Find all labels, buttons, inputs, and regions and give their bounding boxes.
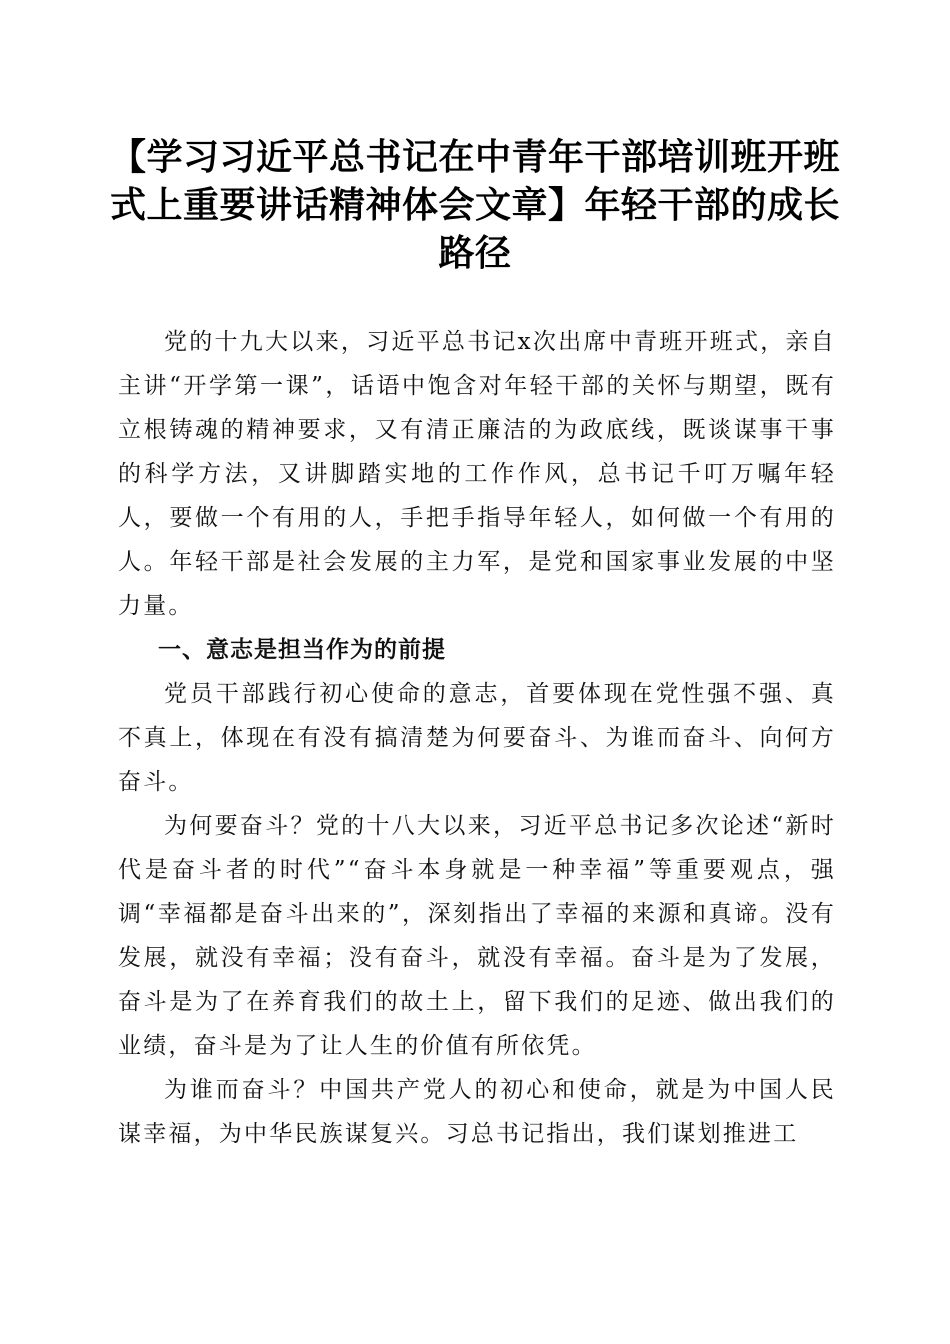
intro-paragraph: 党的十九大以来，习近平总书记x次出席中青班开班式，亲自主讲“开学第一课”，话语中饱含对年轻干部的关怀与期望，既有立根铸魂的精神要求，又有清正廉洁的为政底线，既谈谋事干事的科学方法，又讲脚踏实地的工作作风，总书记千叮万嘱年轻人，要做一个有用的人，手把手指导年轻人，如何做一个有用的人。年轻干部是社会发展的主力军，是党和国家事业发展的中坚力量。: [118, 329, 836, 619]
document-title: 【学习习近平总书记在中青年干部培训班开班式上重要讲话精神体会文章】年轻干部的成长路径: [109, 137, 840, 274]
paragraph: 为谁而奋斗？中国共产党人的初心和使命，就是为中国人民谋幸福，为中华民族谋复兴。习总书记指出，我们谋划推进工: [118, 1077, 836, 1147]
section-heading: 一、意志是担当作为的前提: [158, 637, 446, 663]
paragraph: 党员干部践行初心使命的意志，首要体现在党性强不强、真不真上，体现在有没有搞清楚为何要奋斗、为谁而奋斗、向何方奋斗。: [118, 681, 836, 795]
paragraph: 为何要奋斗？党的十八大以来，习近平总书记多次论述“新时代是奋斗者的时代”“奋斗本身就是一种幸福”等重要观点，强调“幸福都是奋斗出来的”，深刻指出了幸福的来源和真谛。没有发展，就没有幸福；没有奋斗，就没有幸福。奋斗是为了发展，奋斗是为了在养育我们的故土上，留下我们的足迹、做出我们的业绩，奋斗是为了让人生的价值有所依凭。: [118, 813, 836, 1059]
document-body: [118, 320, 836, 1156]
